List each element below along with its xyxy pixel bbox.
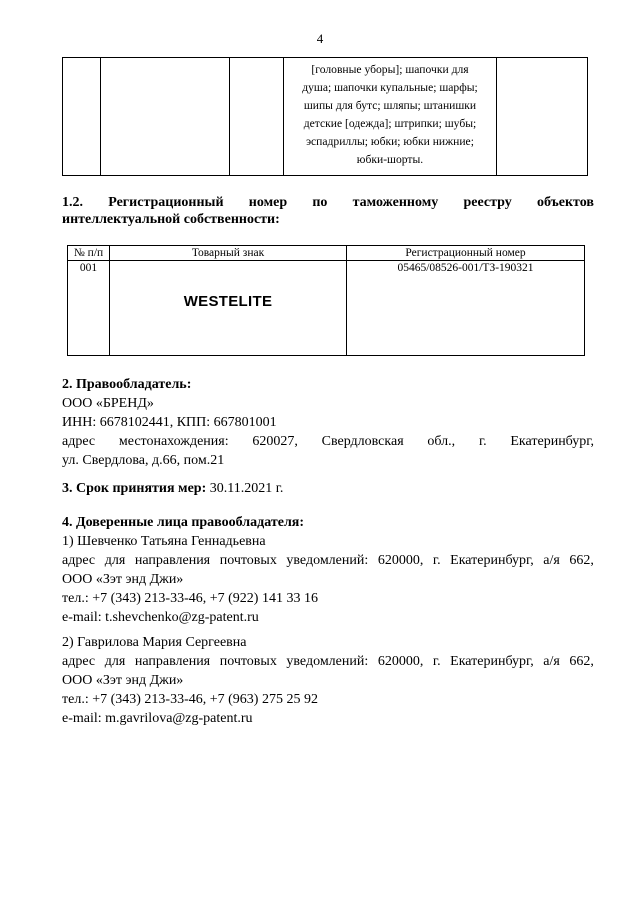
section-1-2-heading	[62, 194, 594, 228]
address-word: 662,	[569, 654, 594, 669]
section-2	[62, 375, 594, 470]
heading-word: реестру	[463, 195, 512, 210]
person-address-line	[62, 652, 594, 671]
address-word: 662,	[569, 553, 594, 568]
table-cell	[101, 58, 230, 176]
heading-word: 1.2.	[62, 195, 83, 210]
person-phone: тел.: +7 (343) 213-33-46, +7 (922) 141 33 16	[62, 591, 318, 606]
person-org: ООО «Зэт энд Джи»	[62, 572, 184, 587]
section-3	[62, 479, 594, 498]
heading-word: номер	[248, 195, 288, 210]
goods-line: [головные уборы]; шапочки для	[311, 63, 469, 76]
table-cell	[497, 58, 588, 176]
goods-line: детские [одежда]; штрипки; шубы;	[303, 117, 477, 130]
header-number: № п/п	[68, 246, 110, 261]
page-number: 4	[316, 31, 324, 46]
goods-line: юбки-шорты.	[356, 153, 424, 166]
address-word: адрес	[62, 434, 96, 449]
address-word: местонахождения:	[118, 434, 229, 449]
address-word: а/я	[543, 654, 560, 669]
address-word: а/я	[543, 553, 560, 568]
section-4	[62, 513, 594, 627]
holder-name: ООО «БРЕНД»	[62, 396, 154, 411]
heading-word: таможенному	[352, 195, 439, 210]
address-word: Свердловская	[321, 434, 404, 449]
address-word: адрес	[62, 553, 96, 568]
goods-line: душа; шапочки купальные; шарфы;	[302, 81, 478, 94]
address-word: обл.,	[427, 434, 456, 449]
person-email: e-mail: m.gavrilova@zg-patent.ru	[62, 711, 253, 726]
cell-reg-number: 05465/08526-001/ТЗ-190321	[347, 261, 585, 356]
person-name: 2) Гаврилова Мария Сергеевна	[62, 635, 247, 650]
goods-continuation-table	[62, 57, 588, 176]
heading-word: по	[312, 195, 328, 210]
address-word: для	[104, 654, 126, 669]
address-word: 620000,	[377, 654, 424, 669]
address-word: почтовых	[219, 654, 277, 669]
trademark-table	[67, 245, 585, 356]
person-name: 1) Шевченко Татьяна Геннадьевна	[62, 534, 266, 549]
address-word: уведомлений:	[286, 654, 369, 669]
heading-word: Регистрационный	[108, 195, 224, 210]
address-word: для	[104, 553, 126, 568]
person-phone: тел.: +7 (343) 213-33-46, +7 (963) 275 25 92	[62, 692, 318, 707]
holder-address-line-2: ул. Свердлова, д.66, пом.21	[62, 453, 225, 468]
address-word: г.	[432, 654, 441, 669]
address-word: направления	[134, 654, 211, 669]
heading-word: объектов	[536, 195, 594, 210]
section-4-person-2	[62, 633, 594, 728]
heading-line: интеллектуальной собственности:	[62, 212, 280, 227]
address-word: уведомлений:	[286, 553, 369, 568]
goods-line: шипы для бутс; шляпы; штанишки	[303, 99, 477, 112]
table-cell	[230, 58, 284, 176]
cell-trademark	[110, 261, 347, 356]
header-trademark: Товарный знак	[110, 246, 347, 261]
person-email: e-mail: t.shevchenko@zg-patent.ru	[62, 610, 259, 625]
trademark-text: WESTELITE	[183, 293, 273, 310]
table-row	[68, 261, 585, 356]
person-address-line	[62, 551, 594, 570]
address-word: Екатеринбург,	[450, 553, 534, 568]
cell-number: 001	[68, 261, 110, 356]
section-2-heading: 2. Правообладатель:	[62, 377, 192, 392]
person-org: ООО «Зэт энд Джи»	[62, 673, 184, 688]
section-3-date: 30.11.2021 г.	[206, 481, 284, 496]
address-word: почтовых	[219, 553, 277, 568]
table-header-row	[68, 246, 585, 261]
holder-inn: ИНН: 6678102441, КПП: 667801001	[62, 415, 277, 430]
holder-address-line	[62, 432, 594, 451]
address-word: г.	[432, 553, 441, 568]
table-row	[63, 58, 588, 176]
goods-list-cell	[284, 58, 497, 176]
section-4-heading: 4. Доверенные лица правообладателя:	[62, 515, 305, 530]
header-reg-number: Регистрационный номер	[347, 246, 585, 261]
section-3-heading: 3. Срок принятия мер:	[62, 481, 207, 496]
address-word: 620000,	[377, 553, 424, 568]
table-cell	[63, 58, 101, 176]
heading-line	[62, 194, 594, 211]
address-word: Екатеринбург,	[450, 654, 534, 669]
address-word: адрес	[62, 654, 96, 669]
address-word: 620027,	[252, 434, 298, 449]
address-word: г.	[478, 434, 487, 449]
goods-line: эспадриллы; юбки; юбки нижние;	[306, 135, 474, 148]
address-word: направления	[134, 553, 211, 568]
address-word: Екатеринбург,	[510, 434, 594, 449]
